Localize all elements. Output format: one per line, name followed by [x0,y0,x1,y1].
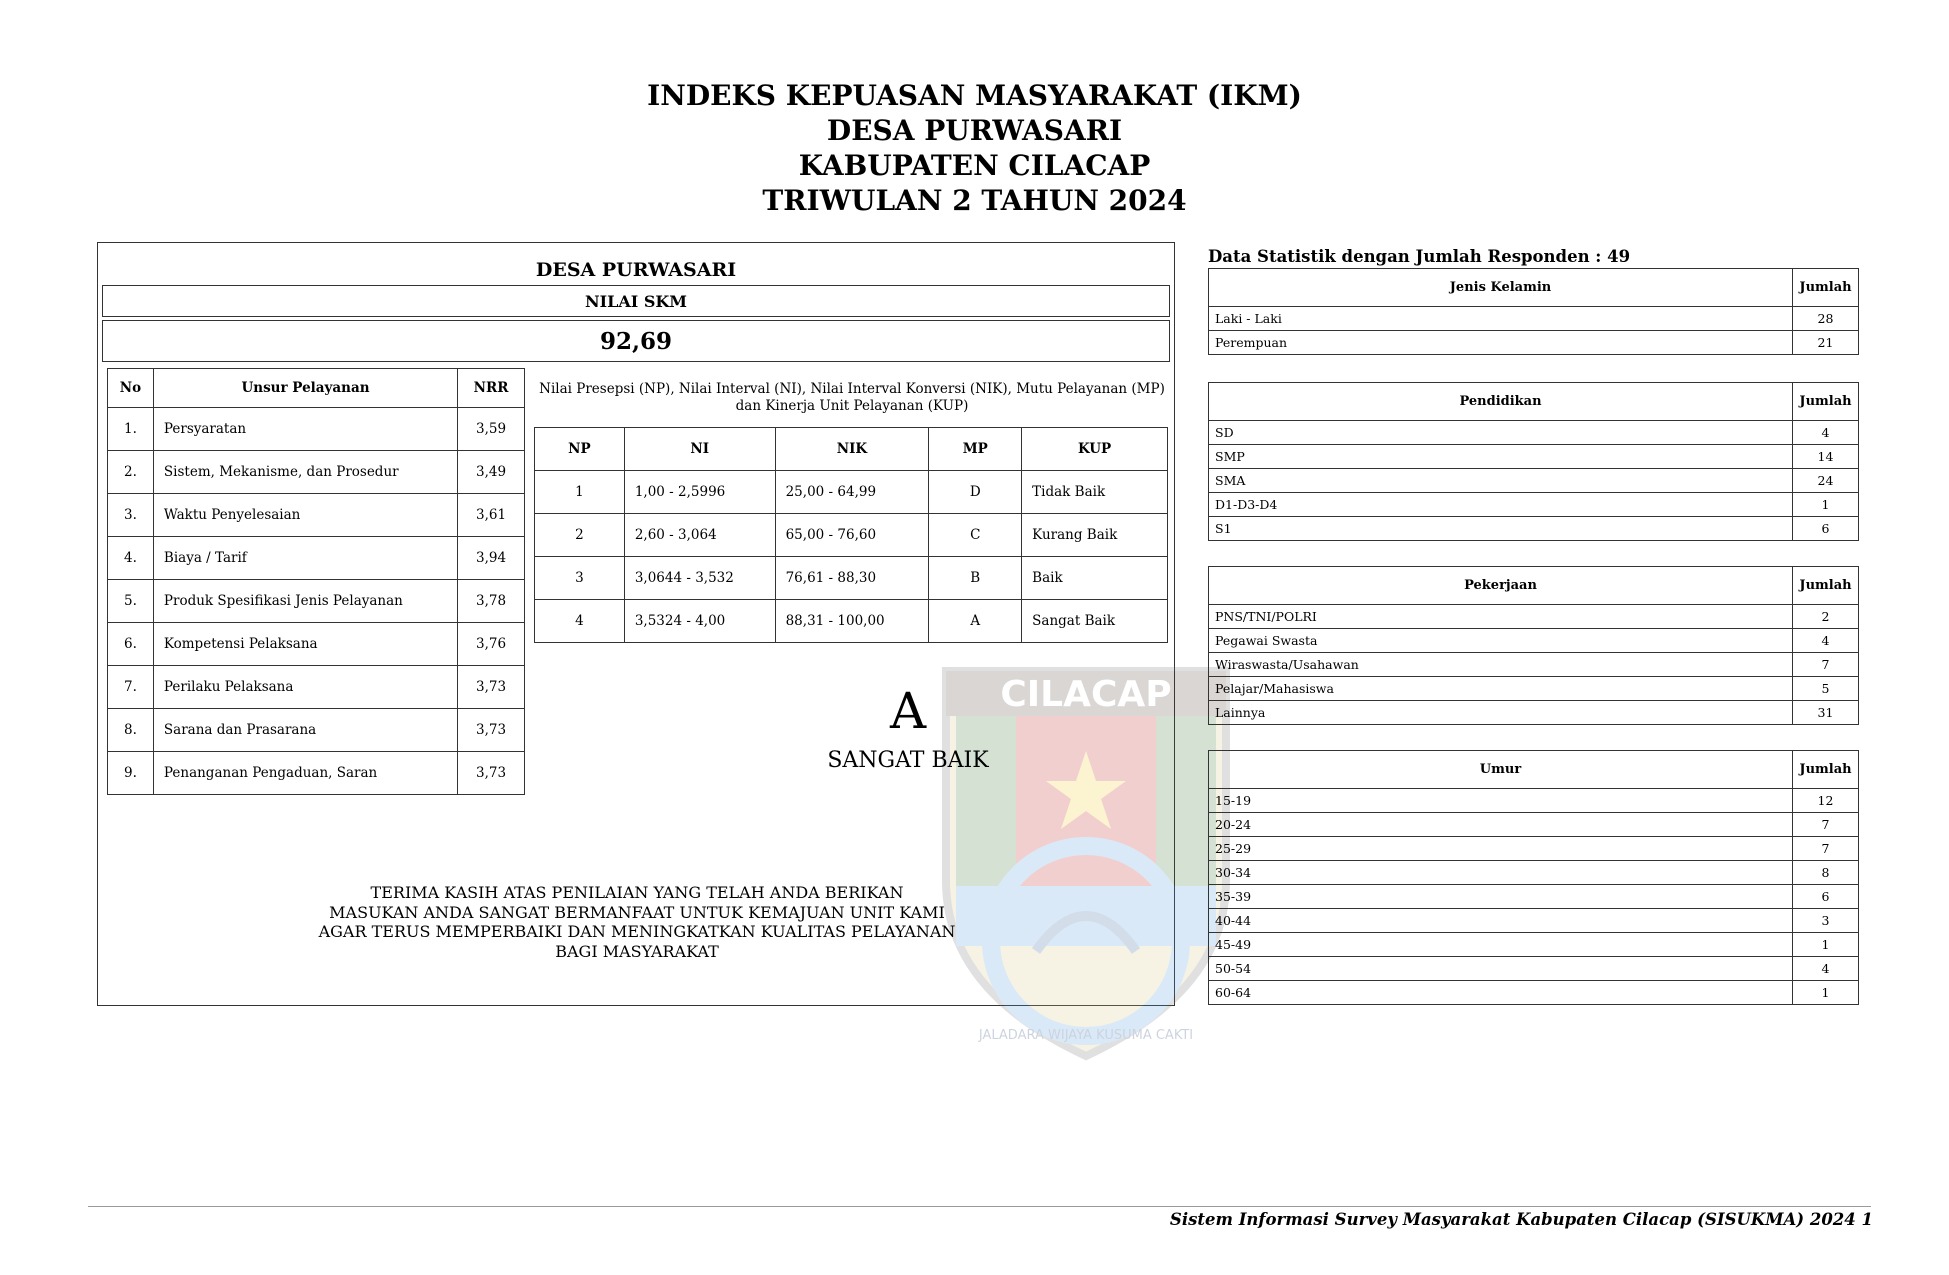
row-mp: C [929,514,1022,557]
table-row [1209,957,1859,981]
col-header-kup: KUP [1022,428,1168,471]
row-value: 2 [1793,605,1859,629]
title-line-4: TRIWULAN 2 TAHUN 2024 [762,184,1187,217]
row-label: 35-39 [1209,885,1793,909]
row-no: 3. [108,494,154,537]
row-value: 6 [1793,517,1859,541]
row-nik: 76,61 - 88,30 [775,557,929,600]
col-header-jumlah: Jumlah [1793,567,1859,605]
table-row [535,557,1168,600]
page-title [0,78,1949,218]
row-label: SMP [1209,445,1793,469]
col-header-unsur: Unsur Pelayanan [153,369,457,408]
col-header-jumlah: Jumlah [1793,269,1859,307]
table-row [1209,909,1859,933]
row-mp: B [929,557,1022,600]
table-row [1209,789,1859,813]
table-row [1209,933,1859,957]
table-row [1209,653,1859,677]
title-line-2: DESA PURWASARI [826,114,1123,147]
row-label: S1 [1209,517,1793,541]
table-row [108,537,525,580]
row-value: 1 [1793,493,1859,517]
row-unsur: Sarana dan Prasarana [153,709,457,752]
row-nrr: 3,49 [458,451,525,494]
row-unsur: Biaya / Tarif [153,537,457,580]
row-label: 20-24 [1209,813,1793,837]
row-nrr: 3,73 [458,752,525,795]
ikm-main-box [97,242,1194,1043]
col-header-ni: NI [624,428,775,471]
grade-label: SANGAT BAIK [827,748,989,773]
row-nik: 88,31 - 100,00 [775,600,929,643]
row-np: 4 [535,600,625,643]
title-line-1: INDEKS KEPUASAN MASYARAKAT (IKM) [647,79,1302,112]
table-row [535,600,1168,643]
row-label: SMA [1209,469,1793,493]
row-no: 1. [108,408,154,451]
table-row [1209,861,1859,885]
row-value: 24 [1793,469,1859,493]
row-value: 4 [1793,957,1859,981]
col-header-education: Pendidikan [1209,383,1793,421]
row-no: 2. [108,451,154,494]
table-header-row [1209,383,1859,421]
row-value: 31 [1793,701,1859,725]
row-label: 25-29 [1209,837,1793,861]
col-header-jumlah: Jumlah [1793,751,1859,789]
table-header-row [108,369,525,408]
row-value: 28 [1793,307,1859,331]
row-value: 8 [1793,861,1859,885]
row-unsur: Penanganan Pengaduan, Saran [153,752,457,795]
table-row [535,471,1168,514]
row-nrr: 3,94 [458,537,525,580]
table-row [535,514,1168,557]
row-value: 1 [1793,981,1859,1005]
table-header-row [1209,751,1859,789]
table-row [1209,469,1859,493]
thanks-message [98,883,1176,961]
footer-divider [88,1206,1871,1207]
table-row [1209,677,1859,701]
table-row [108,623,525,666]
row-label: 50-54 [1209,957,1793,981]
row-ni: 1,00 - 2,5996 [624,471,775,514]
row-label: 15-19 [1209,789,1793,813]
row-kup: Tidak Baik [1022,471,1168,514]
gender-table [1208,268,1859,355]
np-caption-line-1: Nilai Presepsi (NP), Nilai Interval (NI), Nilai Interval Konversi (NIK), Mutu Pelayanan (MP) [539,381,1165,397]
col-header-jumlah: Jumlah [1793,383,1859,421]
row-value: 4 [1793,629,1859,653]
row-label: 30-34 [1209,861,1793,885]
col-header-job: Pekerjaan [1209,567,1793,605]
table-row [108,752,525,795]
row-nrr: 3,73 [458,666,525,709]
thanks-line-2: MASUKAN ANDA SANGAT BERMANFAAT UNTUK KEMAJUAN UNIT KAMI [329,902,945,922]
row-value: 5 [1793,677,1859,701]
thanks-line-1: TERIMA KASIH ATAS PENILAIAN YANG TELAH ANDA BERIKAN [370,883,904,902]
row-np: 1 [535,471,625,514]
col-header-no: No [108,369,154,408]
table-row [1209,981,1859,1005]
col-header-nrr: NRR [458,369,525,408]
row-value: 1 [1793,933,1859,957]
row-kup: Kurang Baik [1022,514,1168,557]
row-nrr: 3,61 [458,494,525,537]
table-row [1209,445,1859,469]
row-value: 21 [1793,331,1859,355]
col-header-mp: MP [929,428,1022,471]
emblem-ring-text: JALADARA WIJAYA KUSUMA CAKTI [978,1028,1194,1043]
row-value: 4 [1793,421,1859,445]
title-line-3: KABUPATEN CILACAP [798,149,1151,182]
table-header-row [1209,567,1859,605]
row-unsur: Waktu Penyelesaian [153,494,457,537]
row-kup: Sangat Baik [1022,600,1168,643]
stats-title: Data Statistik dengan Jumlah Responden : 49 [1208,247,1631,266]
box-title: DESA PURWASARI [535,259,737,281]
table-row [1209,517,1859,541]
row-unsur: Persyaratan [153,408,457,451]
grade-letter: A [889,682,927,740]
table-row [1209,813,1859,837]
row-label: 45-49 [1209,933,1793,957]
table-row [1209,605,1859,629]
row-label: Laki - Laki [1209,307,1793,331]
row-mp: D [929,471,1022,514]
table-row [1209,421,1859,445]
row-kup: Baik [1022,557,1168,600]
table-row [108,580,525,623]
row-nrr: 3,76 [458,623,525,666]
row-unsur: Kompetensi Pelaksana [153,623,457,666]
table-row [108,451,525,494]
np-caption [534,381,1170,415]
row-value: 7 [1793,813,1859,837]
row-np: 2 [535,514,625,557]
row-nik: 25,00 - 64,99 [775,471,929,514]
table-row [1209,701,1859,725]
table-row [108,666,525,709]
row-value: 7 [1793,653,1859,677]
col-header-nik: NIK [775,428,929,471]
col-header-np: NP [535,428,625,471]
skm-value: 92,69 [102,320,1170,362]
row-value: 7 [1793,837,1859,861]
table-row [108,494,525,537]
row-label: Pelajar/Mahasiswa [1209,677,1793,701]
row-value: 3 [1793,909,1859,933]
table-row [1209,493,1859,517]
row-label: 40-44 [1209,909,1793,933]
row-no: 6. [108,623,154,666]
row-no: 5. [108,580,154,623]
row-label: Lainnya [1209,701,1793,725]
education-table [1208,382,1859,541]
table-header-row [1209,269,1859,307]
table-header-row [535,428,1168,471]
row-no: 7. [108,666,154,709]
row-ni: 2,60 - 3,064 [624,514,775,557]
age-table [1208,750,1859,1005]
footer-text: Sistem Informasi Survey Masyarakat Kabupaten Cilacap (SISUKMA) 2024 1 [1169,1210,1873,1229]
row-label: Wiraswasta/Usahawan [1209,653,1793,677]
table-row [1209,629,1859,653]
row-value: 6 [1793,885,1859,909]
unsur-pelayanan-table [107,368,525,795]
row-nik: 65,00 - 76,60 [775,514,929,557]
row-no: 8. [108,709,154,752]
table-row [108,709,525,752]
row-value: 14 [1793,445,1859,469]
table-row [1209,331,1859,355]
row-label: Pegawai Swasta [1209,629,1793,653]
table-row [1209,837,1859,861]
row-ni: 3,0644 - 3,532 [624,557,775,600]
row-label: D1-D3-D4 [1209,493,1793,517]
col-header-gender: Jenis Kelamin [1209,269,1793,307]
skm-label: NILAI SKM [102,285,1170,317]
col-header-age: Umur [1209,751,1793,789]
table-row [108,408,525,451]
row-nrr: 3,78 [458,580,525,623]
row-unsur: Produk Spesifikasi Jenis Pelayanan [153,580,457,623]
row-label: 60-64 [1209,981,1793,1005]
row-no: 4. [108,537,154,580]
row-nrr: 3,59 [458,408,525,451]
row-unsur: Perilaku Pelaksana [153,666,457,709]
row-ni: 3,5324 - 4,00 [624,600,775,643]
thanks-line-3: AGAR TERUS MEMPERBAIKI DAN MENINGKATKAN KUALITAS PELAYANAN [318,922,956,941]
row-np: 3 [535,557,625,600]
row-label: SD [1209,421,1793,445]
np-interval-table [534,427,1168,643]
thanks-line-4: BAGI MASYARAKAT [555,941,719,961]
row-mp: A [929,600,1022,643]
row-value: 12 [1793,789,1859,813]
row-no: 9. [108,752,154,795]
table-row [1209,885,1859,909]
job-table [1208,566,1859,725]
row-label: Perempuan [1209,331,1793,355]
table-row [1209,307,1859,331]
row-label: PNS/TNI/POLRI [1209,605,1793,629]
emblem-top-text: CILACAP [1000,674,1172,715]
row-unsur: Sistem, Mekanisme, dan Prosedur [153,451,457,494]
np-caption-line-2: dan Kinerja Unit Pelayanan (KUP) [735,398,969,414]
row-nrr: 3,73 [458,709,525,752]
